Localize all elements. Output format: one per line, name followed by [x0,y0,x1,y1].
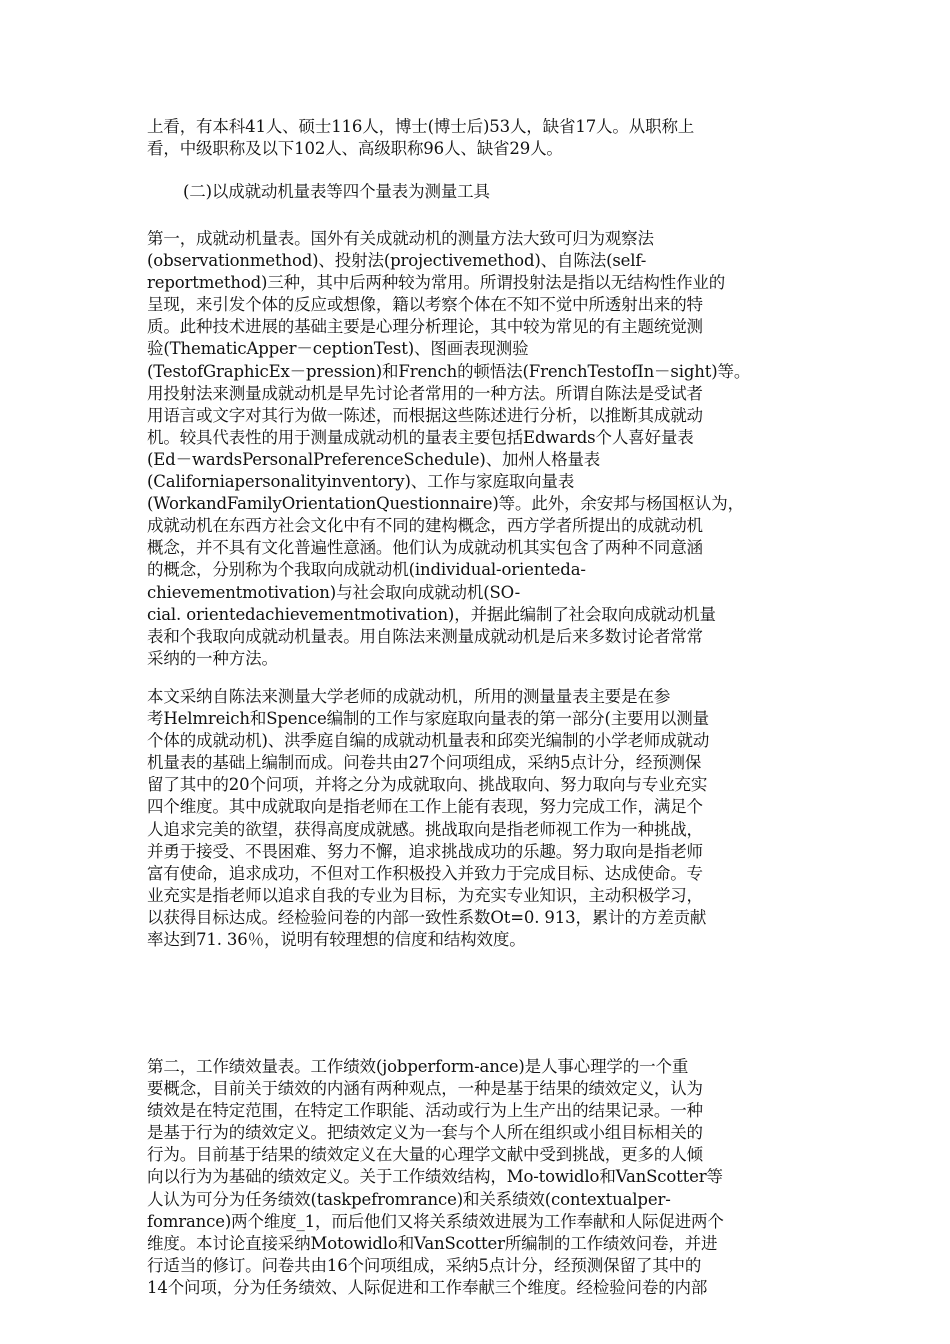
paragraph-demographics: 上看，有本科41人、硕士116人，博士(博士后)53人，缺省17人。从职称上 看，中级职称及以下102人、高级职称96人、缺省29人。 [147,117,695,159]
section-heading: (二)以成就动机量表等四个量表为测量工具 [183,182,490,201]
paragraph-self-report-method: 本文采纳自陈法来测量大学老师的成就动机，所用的测量量表主要是在参 考Helmreich和Spence编制的工作与家庭取向量表的第一部分(主要用以测量 个体的成就动机)、洪季庭自编的成就动机量表和邱奕光编制的小学老师成就动 机量表的基础上编制而成。问卷共由27个问项组成，采纳5点计分，经预测保 留了其中的20个问项，并将之分为成就取向、挑战取向、努力取向与专业充实 四个维度。其中成就取向是指老师在工作上能有表现，努力完成工作，满足个 人追求完美的欲望，获得高度成就感。挑战取向是指老师视工作为一种挑战， 并勇于接受、不畏困难、努力不懈，追求挑战成功的乐趣。努力取向是指老师 富有使命，追求成功，不但对工作积极投入并致力于完成目标、达成使命。专 业充实是指老师以追求自我的专业为目标，为充实专业知识，主动积极学习， 以获得目标达成。经检验问卷的内部一致性系数Ot=0. 913，累计的方差贡献 率达到71. 36％，说明有较理想的信度和结构效度。 [147,687,710,950]
paragraph-achievement-scale: 第一，成就动机量表。国外有关成就动机的测量方法大致可归为观察法 (observationmethod)、投射法(projectivemethod)、自陈法(self- reportmethod)三种，其中后两种较为常用。所谓投射法是指以无结构性作业的 呈现，来引发个体的反应或想像，籍以考察个体在不知不觉中所透射出来的特 质。此种技术进展的基础主要是心理分析理论，其中较为常见的有主题统觉测 验(ThematicApper－ceptionTest)、图画表现测验 (TestofGraphicEx－pression)和French的顿悟法(FrenchTestofIn－sight)等。 用投射法来测量成就动机是早先讨论者常用的一种方法。所谓自陈法是受试者 用语言或文字对其行为做一陈述，而根据这些陈述进行分析，以推断其成就动 机。较具代表性的用于测量成就动机的量表主要包括Edwards个人喜好量表 (Ed－wardsPersonalPreferenceSchedule)、加州人格量表 (Californiapersonalityinventory)、工作与家庭取向量表 (WorkandFamilyOrientationQuestionnaire)等。此外，余安邦与杨国枢认为， 成就动机在东西方社会文化中有不同的建构概念，西方学者所提出的成就动机 概念，并不具有文化普遍性意涵。他们认为成就动机其实包含了两种不同意涵 的概念，分别称为个我取向成就动机(individual-orienteda- chievementmotivation)与社会取向成就动机(SO- cial. orientedachievementmotivation)，并据此编制了社会取向成就动机量 表和个我取向成就动机量表。用自陈法来测量成就动机是后来多数讨论者常常 采纳的一种方法。 [147,229,751,668]
paragraph-performance-scale: 第二，工作绩效量表。工作绩效(jobperform-ance)是人事心理学的一个重 要概念，目前关于绩效的内涵有两种观点，一种是基于结果的绩效定义，认为 绩效是在特定范围，在特定工作职能、活动或行为上生产出的结果记录。一种 是基于行为的绩效定义。把绩效定义为一套与个人所在组织或小组目标相关的 行为。目前基于结果的绩效定义在大量的心理学文献中受到挑战，更多的人倾 向以行为为基础的绩效定义。关于工作绩效结构，Mo-towidlo和VanScotter等 人认为可分为任务绩效(taskpefromrance)和关系绩效(contextualper- fomrance)两个维度_1，而后他们又将关系绩效进展为工作奉献和人际促进两个 维度。本讨论直接采纳Motowidlo和VanScotter所编制的工作绩效问卷，并进 行适当的修订。问卷共由16个问项组成，采纳5点计分，经预测保留了其中的 14个问项，分为任务绩效、人际促进和工作奉献三个维度。经检验问卷的内部 [147,1057,724,1297]
